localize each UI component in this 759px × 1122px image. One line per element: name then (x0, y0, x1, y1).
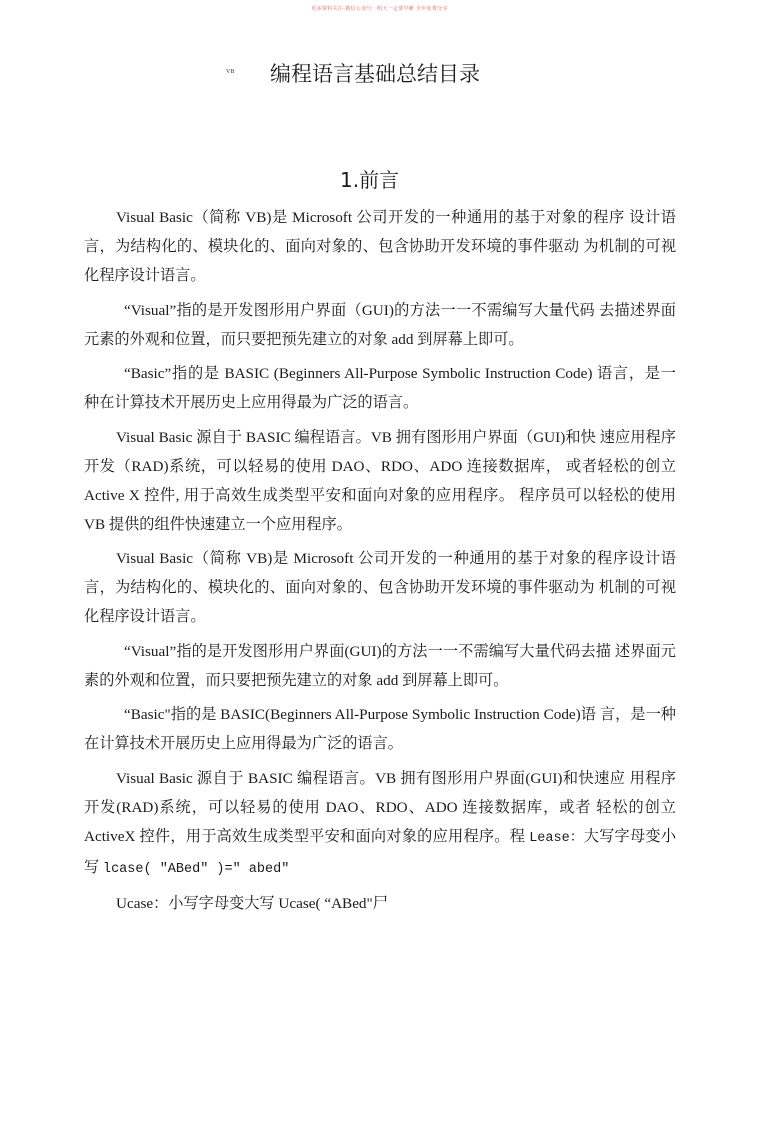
paragraph-7: “Basic"指的是 BASIC(Beginners All-Purpose Symbolic Instruction Code)语 言，是一种在计算技术开展历史上应用得最为广泛的语言。 (84, 706, 676, 752)
title-prefix: VB (226, 69, 235, 75)
paragraph-9: Ucase：小写字母变大写 Ucase( “ABed"尸 (116, 895, 388, 912)
page-title-main: 编程语言基础总结 (270, 62, 438, 86)
paragraph-8 (84, 764, 676, 884)
paragraph-8-code-2: lcase( "ABed" )=" abed" (102, 861, 290, 877)
page-title (270, 58, 530, 88)
paragraph-3: “Basic”指的是 BASIC (Beginners All-Purpose Symbolic Instruction Code) 语言，是一种在计算技术开展历史上应用得最为广泛的语言。 (84, 365, 676, 411)
page-title-suffix: 目录 (438, 62, 480, 86)
paragraph-6: “Visual”指的是开发图形用户界面(GUI)的方法一一不需编写大量代码去描 述界面元素的外观和位置，而只要把预先建立的对象 add 到屏幕上即可。 (84, 642, 676, 689)
paragraph-8-text: Visual Basic 源自于 BASIC 编程语言。VB 拥有图形用户界面(GUI)和快速应 用程序开发(RAD)系统，可以轻易的使用 DAO、RDO、ADO 连接数据库，或者 轻松的创立 ActiveX 控件，用于高效生成类型平安和面向对象的应用程序。程 (84, 769, 676, 845)
paragraph-8-mid: 大写字母变小写 (84, 827, 677, 876)
section-heading: 1.前言 (340, 168, 400, 192)
header-watermark: 更多资料关注-微信公众号：明天一定要早睡 全年免费分享 (311, 6, 448, 12)
paragraph-5: Visual Basic（简称 VB)是 Microsoft 公司开发的一种通用的基于对象的程序设计语言，为结构化的、模块化的、面向对象的、包含协助开发环境的事件驱动为 机制的可视化程序设计语言。 (84, 550, 676, 625)
paragraph-1: Visual Basic（简称 VB)是 Microsoft 公司开发的一种通用的基于对象的程序 设计语言，为结构化的、模块化的、面向对象的、包含协助开发环境的事件驱动 为机制的可视化程序设计语言。 (84, 209, 676, 284)
paragraph-4: Visual Basic 源自于 BASIC 编程语言。VB 拥有图形用户界面（GUI)和快 速应用程序开发（RAD)系统，可以轻易的使用 DAO、RDO、ADO 连接数据库， 或者轻松的创立 Active X 控件, 用于高效生成类型平安和面向对象的应用程序。 程序员可以轻松的使用 VB 提供的组件快速建立一个应用程序。 (84, 428, 676, 533)
paragraph-2: “Visual”指的是开发图形用户界面（GUI)的方法一一不需编写大量代码 去描述界面元素的外观和位置，而只要把预先建立的对象 add 到屏幕上即可。 (84, 301, 676, 348)
body-text (84, 203, 676, 924)
paragraph-8-code-1: Lease： (529, 830, 584, 846)
